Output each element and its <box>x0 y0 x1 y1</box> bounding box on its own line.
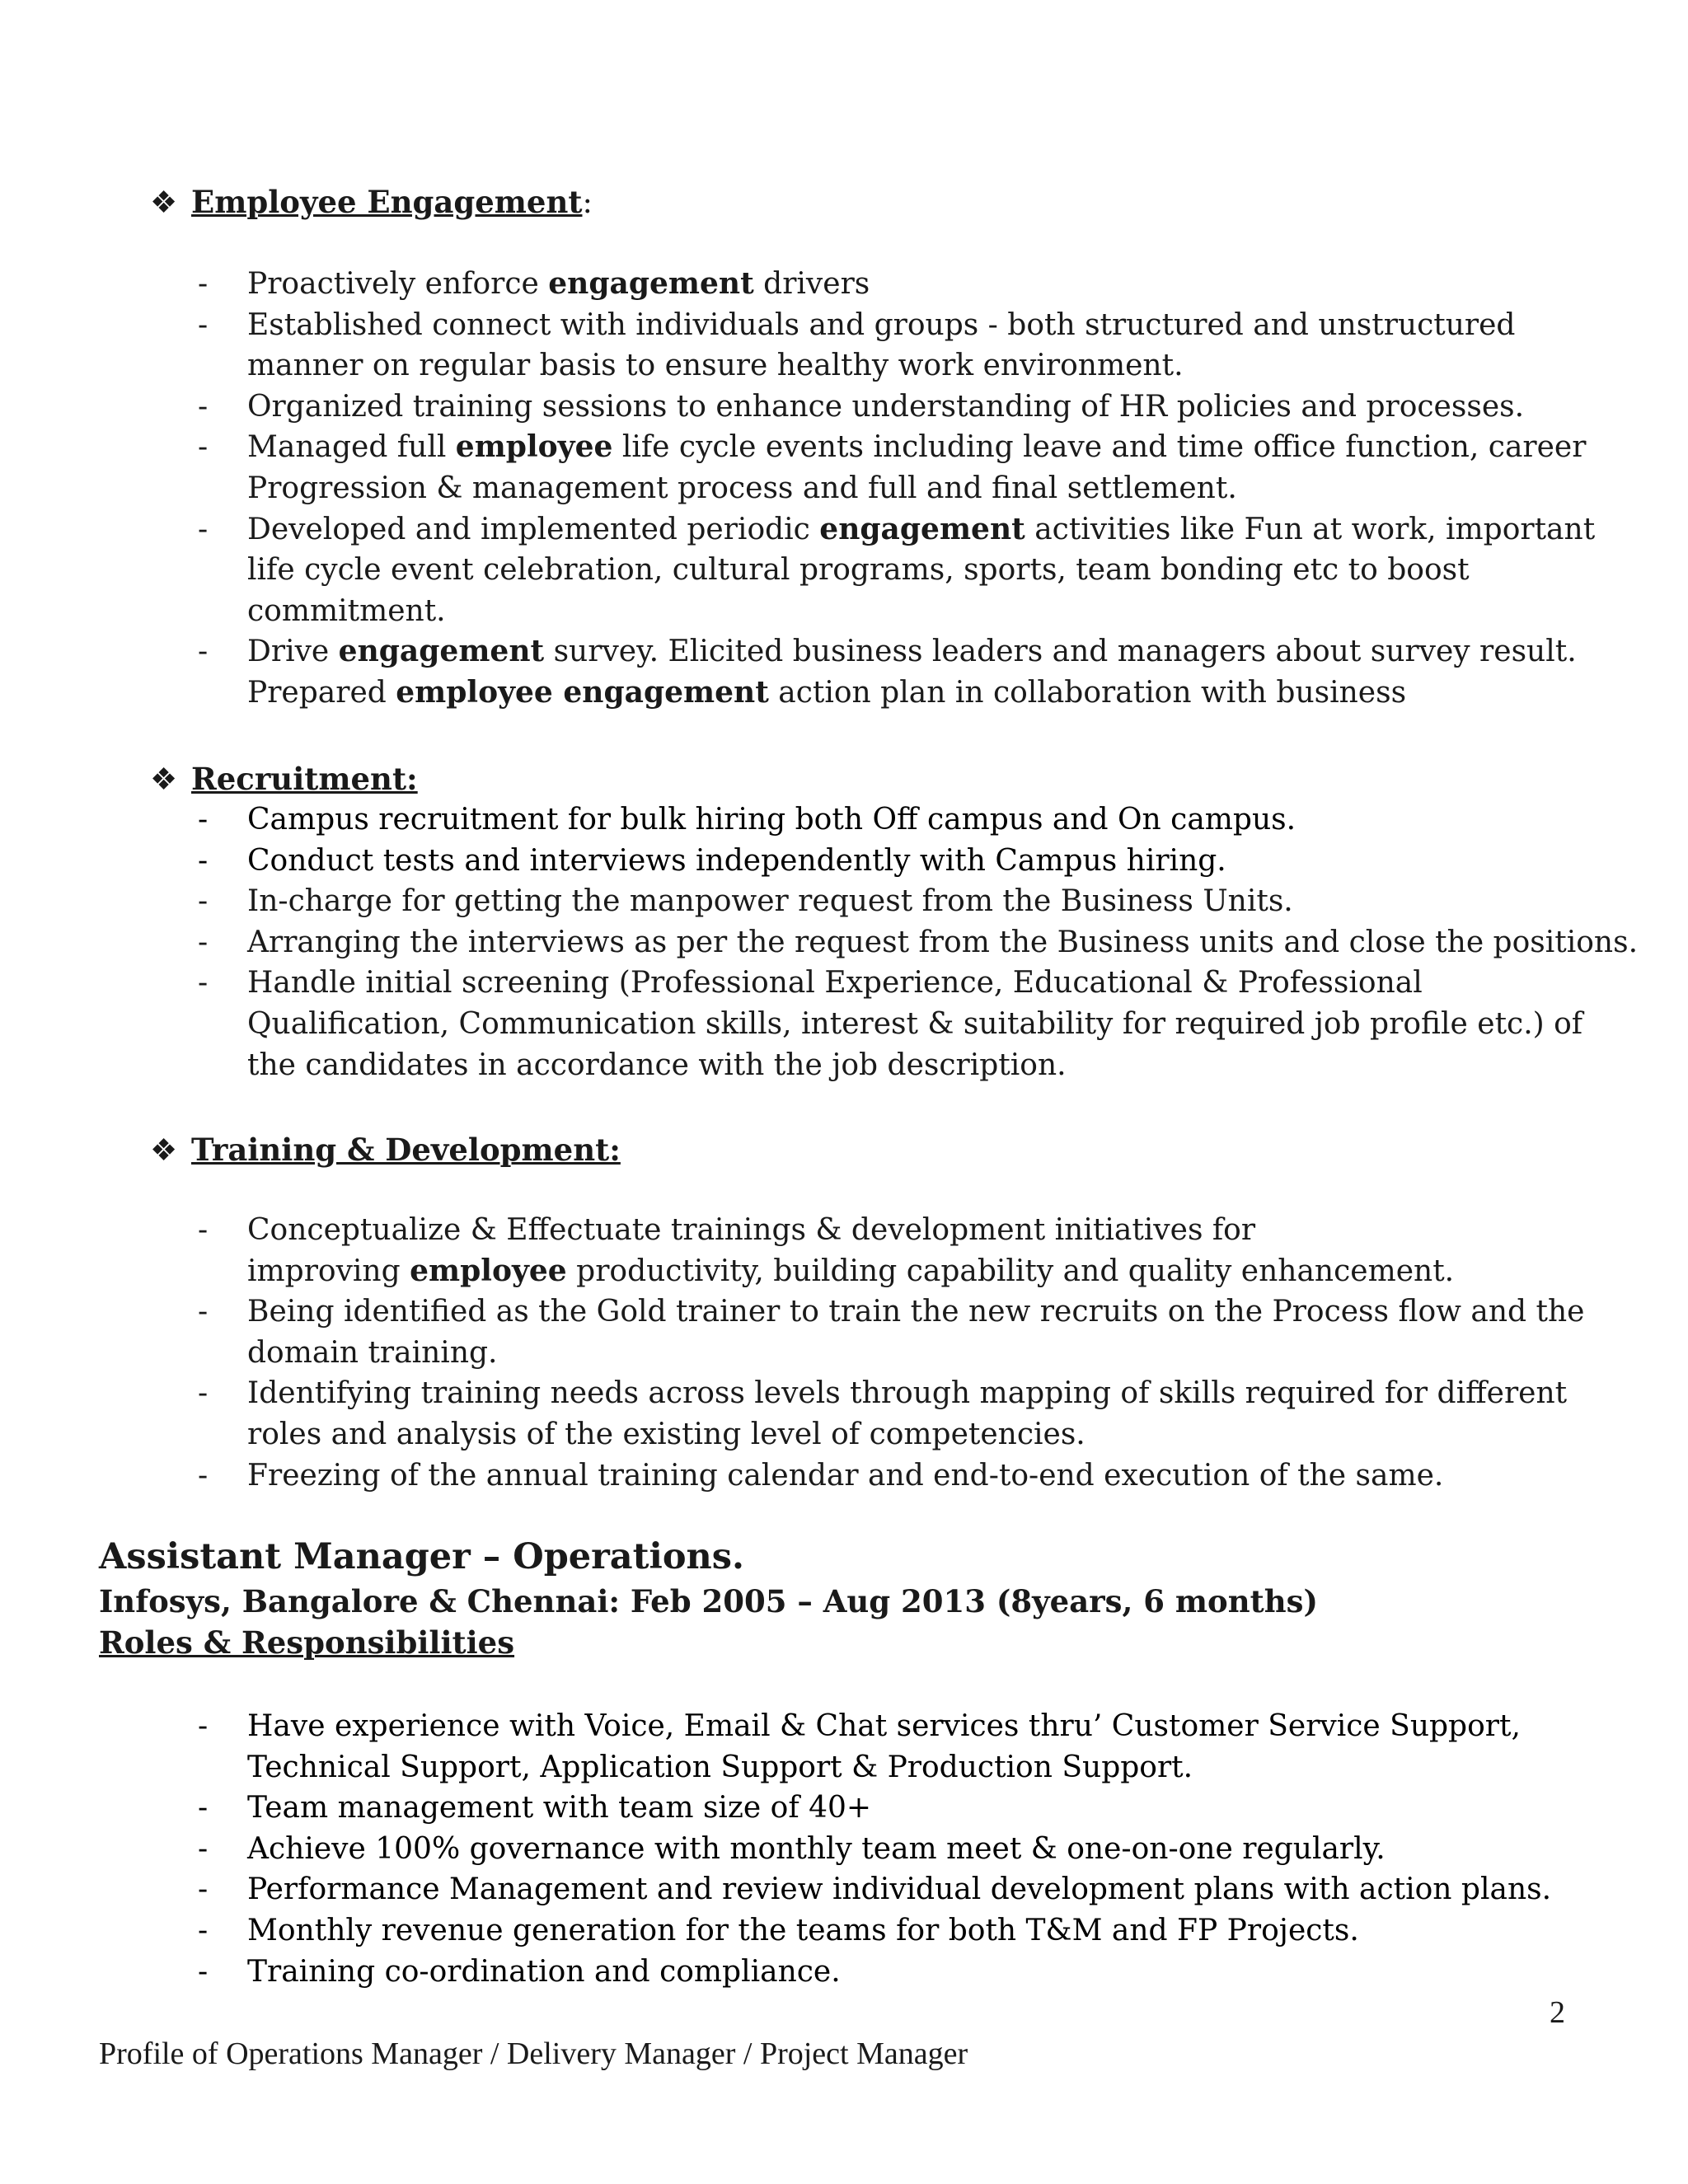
dash-bullet: - <box>198 1791 209 1825</box>
item-text: Conduct tests and interviews independently with Campus hiring. <box>247 843 1226 878</box>
item-text: Performance Management and review individual development plans with action plans. <box>247 1872 1552 1907</box>
dash-bullet: - <box>198 1831 209 1866</box>
list-item <box>198 963 1599 1085</box>
roles-heading: Roles & Responsibilities <box>99 1624 515 1661</box>
list-item <box>198 1829 1599 1870</box>
item-bold-text: engagement <box>548 266 754 301</box>
item-text: Organized training sessions to enhance understanding of HR policies and processes. <box>247 389 1525 424</box>
page-footer: Profile of Operations Manager / Delivery Manager / Project Manager <box>99 2036 968 2071</box>
diamond-bullet-icon: ❖ <box>150 762 178 797</box>
item-text: Have experience with Voice, Email & Chat services thru’ Customer Service Support, <box>247 1709 1521 1743</box>
item-text: manner on regular basis to ensure healthy work environment. <box>247 349 1184 383</box>
dash-bullet: - <box>198 1913 209 1947</box>
item-text: Achieve 100% governance with monthly team meet & one-on-one regularly. <box>247 1831 1386 1866</box>
section-title: Recruitment: <box>191 761 418 797</box>
list-item <box>198 264 1599 305</box>
item-text: Proactively enforce <box>247 267 549 301</box>
list-item <box>198 509 1599 632</box>
item-text: life cycle event celebration, cultural programs, sports, team bonding etc to boost <box>247 553 1470 588</box>
engagement-list <box>198 264 1599 714</box>
item-bold-text: employee engagement <box>396 674 769 710</box>
item-bold-text: employee <box>455 429 613 465</box>
list-item <box>198 1706 1599 1788</box>
list-item <box>198 1291 1599 1373</box>
dash-bullet: - <box>198 1213 209 1247</box>
section-heading-employee-engagement <box>150 181 593 223</box>
item-text: In-charge for getting the manpower request from the Business Units. <box>247 884 1293 919</box>
section-heading-training-development <box>150 1129 621 1171</box>
item-text: productivity, building capability and quality enhancement. <box>566 1254 1455 1288</box>
item-text: Identifying training needs across levels through mapping of skills required for different <box>247 1376 1568 1411</box>
item-bold-text: engagement <box>338 634 545 669</box>
dash-bullet: - <box>198 925 209 959</box>
item-text: improving <box>247 1254 410 1288</box>
dash-bullet: - <box>198 1872 209 1907</box>
section-title: Training & Development: <box>191 1132 621 1168</box>
list-item <box>198 1869 1599 1910</box>
list-item <box>198 1455 1599 1497</box>
item-text: commitment. <box>247 593 446 628</box>
job-company: Infosys, Bangalore & Chennai: Feb 2005 – Aug 2013 (8years, 6 months) <box>99 1583 1318 1619</box>
list-item <box>198 1210 1599 1291</box>
dash-bullet: - <box>198 966 209 1001</box>
dash-bullet: - <box>198 307 209 342</box>
dash-bullet: - <box>198 1709 209 1743</box>
item-text: domain training. <box>247 1335 498 1370</box>
dash-bullet: - <box>198 389 209 424</box>
dash-bullet: - <box>198 267 209 301</box>
item-text: the candidates in accordance with the job description. <box>247 1047 1067 1082</box>
list-item <box>198 1952 1599 1993</box>
item-text: Team management with team size of 40+ <box>247 1791 872 1825</box>
list-item <box>198 427 1599 509</box>
item-text: Handle initial screening (Professional Experience, Educational & Professional <box>247 966 1423 1001</box>
dash-bullet: - <box>198 1458 209 1493</box>
item-text: Monthly revenue generation for the teams for both T&M and FP Projects. <box>247 1913 1359 1947</box>
dash-bullet: - <box>198 1954 209 1989</box>
diamond-bullet-icon: ❖ <box>150 185 178 220</box>
list-item <box>198 841 1599 882</box>
item-text: Freezing of the annual training calendar and end-to-end execution of the same. <box>247 1458 1444 1493</box>
list-item <box>198 799 1599 841</box>
dash-bullet: - <box>198 512 209 546</box>
list-item <box>198 631 1599 713</box>
list-item <box>198 1910 1599 1952</box>
list-item <box>198 881 1599 922</box>
dash-bullet: - <box>198 803 209 837</box>
item-text: Managed full <box>247 430 456 465</box>
section-title: Employee Engagement <box>191 184 583 220</box>
dash-bullet: - <box>198 635 209 669</box>
item-text: drivers <box>753 267 870 301</box>
job-responsibilities-list <box>198 1706 1599 1992</box>
page-number: 2 <box>1550 1995 1565 2030</box>
item-text: Being identified as the Gold trainer to train the new recruits on the Process flow and the <box>247 1295 1585 1329</box>
item-text: Conceptualize & Effectuate trainings & development initiatives for <box>247 1213 1256 1247</box>
item-text: Arranging the interviews as per the request from the Business units and close the positions. <box>247 925 1639 959</box>
dash-bullet: - <box>198 1295 209 1329</box>
section-title-suffix: : <box>582 185 593 220</box>
item-text: survey. Elicited business leaders and managers about survey result. <box>544 635 1577 669</box>
dash-bullet: - <box>198 1376 209 1411</box>
item-text: Training co-ordination and compliance. <box>247 1954 841 1989</box>
item-text: roles and analysis of the existing level of competencies. <box>247 1417 1085 1451</box>
item-text: Campus recruitment for bulk hiring both Off campus and On campus. <box>247 803 1296 837</box>
list-item <box>198 305 1599 387</box>
list-item <box>198 922 1639 963</box>
dash-bullet: - <box>198 884 209 919</box>
item-text: life cycle events including leave and time office function, career <box>612 430 1587 465</box>
list-item <box>198 1373 1599 1455</box>
training-list <box>198 1210 1599 1496</box>
item-bold-text: employee <box>410 1253 567 1288</box>
item-text: activities like Fun at work, important <box>1025 512 1596 546</box>
item-text: Qualification, Communication skills, interest & suitability for required job profile etc.) of <box>247 1006 1583 1041</box>
item-text: Drive <box>247 635 339 669</box>
item-text: Prepared <box>247 675 396 710</box>
item-text: Progression & management process and full and final settlement. <box>247 471 1237 505</box>
recruitment-list <box>198 799 1639 1085</box>
job-title: Assistant Manager – Operations. <box>99 1536 744 1577</box>
diamond-bullet-icon: ❖ <box>150 1132 178 1168</box>
item-text: Technical Support, Application Support & Production Support. <box>247 1750 1193 1784</box>
list-item <box>198 387 1599 428</box>
item-text: Established connect with individuals and groups - both structured and unstructured <box>247 307 1516 342</box>
list-item <box>198 1788 1599 1829</box>
dash-bullet: - <box>198 843 209 878</box>
dash-bullet: - <box>198 430 209 465</box>
section-heading-recruitment <box>150 758 418 800</box>
item-bold-text: engagement <box>819 511 1025 546</box>
item-text: Developed and implemented periodic <box>247 512 820 546</box>
item-text: action plan in collaboration with business <box>768 675 1407 710</box>
